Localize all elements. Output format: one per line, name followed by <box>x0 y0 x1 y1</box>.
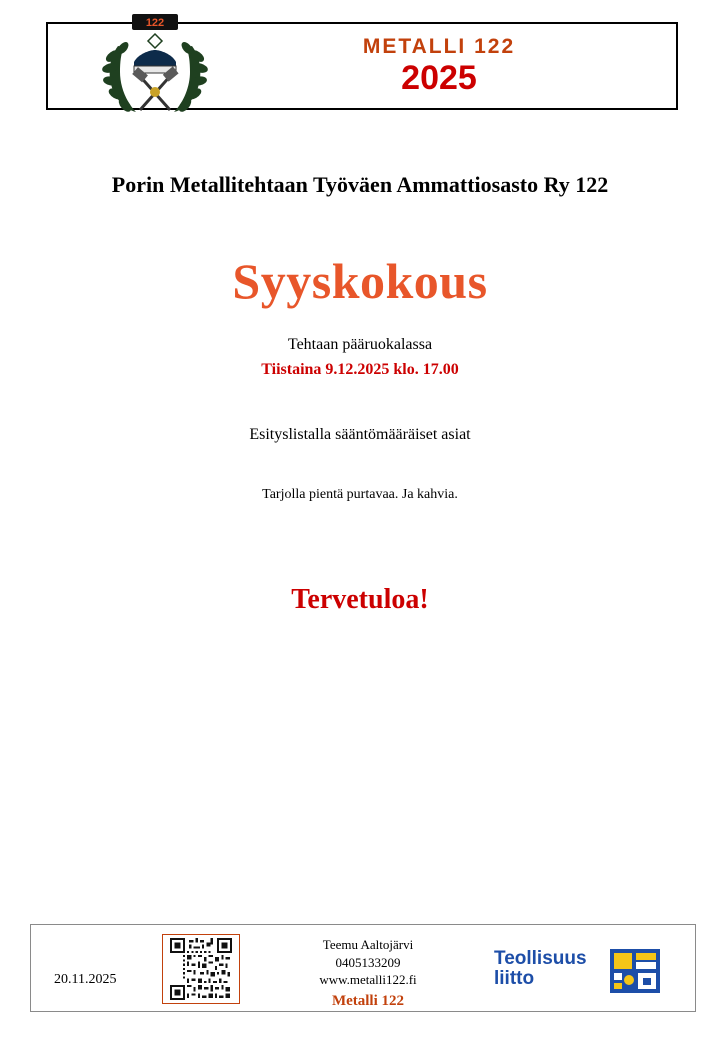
meeting-title: Syyskokous <box>232 253 488 309</box>
association-name: Porin Metallitehtaan Työväen Ammattiosasto Ry 122 <box>111 172 609 197</box>
union-logo-line2: liitto <box>494 967 535 989</box>
union-emblem-icon <box>96 6 214 130</box>
teollisuusliitto-logo <box>494 947 664 995</box>
contact-brand: Metalli 122 <box>331 992 405 1009</box>
header-title-group <box>200 22 678 110</box>
header-year: 2025 <box>401 58 477 97</box>
union-logo-text <box>494 949 587 989</box>
union-logo-line1: Teollisuus <box>494 948 587 969</box>
meeting-time: Tiistaina 9.12.2025 klo. 17.00 <box>261 361 459 378</box>
meeting-agenda: Esityslistalla sääntömääräiset asiat <box>249 426 471 443</box>
svg-text:122: 122 <box>145 17 165 29</box>
footer-contact <box>268 936 468 1011</box>
contact-name: Teemu Aaltojärvi <box>322 937 414 952</box>
refreshments-note: Tarjolla pientä purtavaa. Ja kahvia. <box>262 487 458 502</box>
union-logo-mark-icon <box>610 949 660 998</box>
footer-date: 20.11.2025 <box>54 972 117 987</box>
meeting-place: Tehtaan pääruokalassa <box>287 336 433 353</box>
welcome-message: Tervetuloa! <box>291 584 429 615</box>
qr-code-icon[interactable] <box>162 934 240 1004</box>
contact-phone: 0405133209 <box>335 954 401 970</box>
header-org-label: METALLI 122 <box>362 34 516 58</box>
contact-website[interactable]: www.metalli122.fi <box>319 972 417 988</box>
